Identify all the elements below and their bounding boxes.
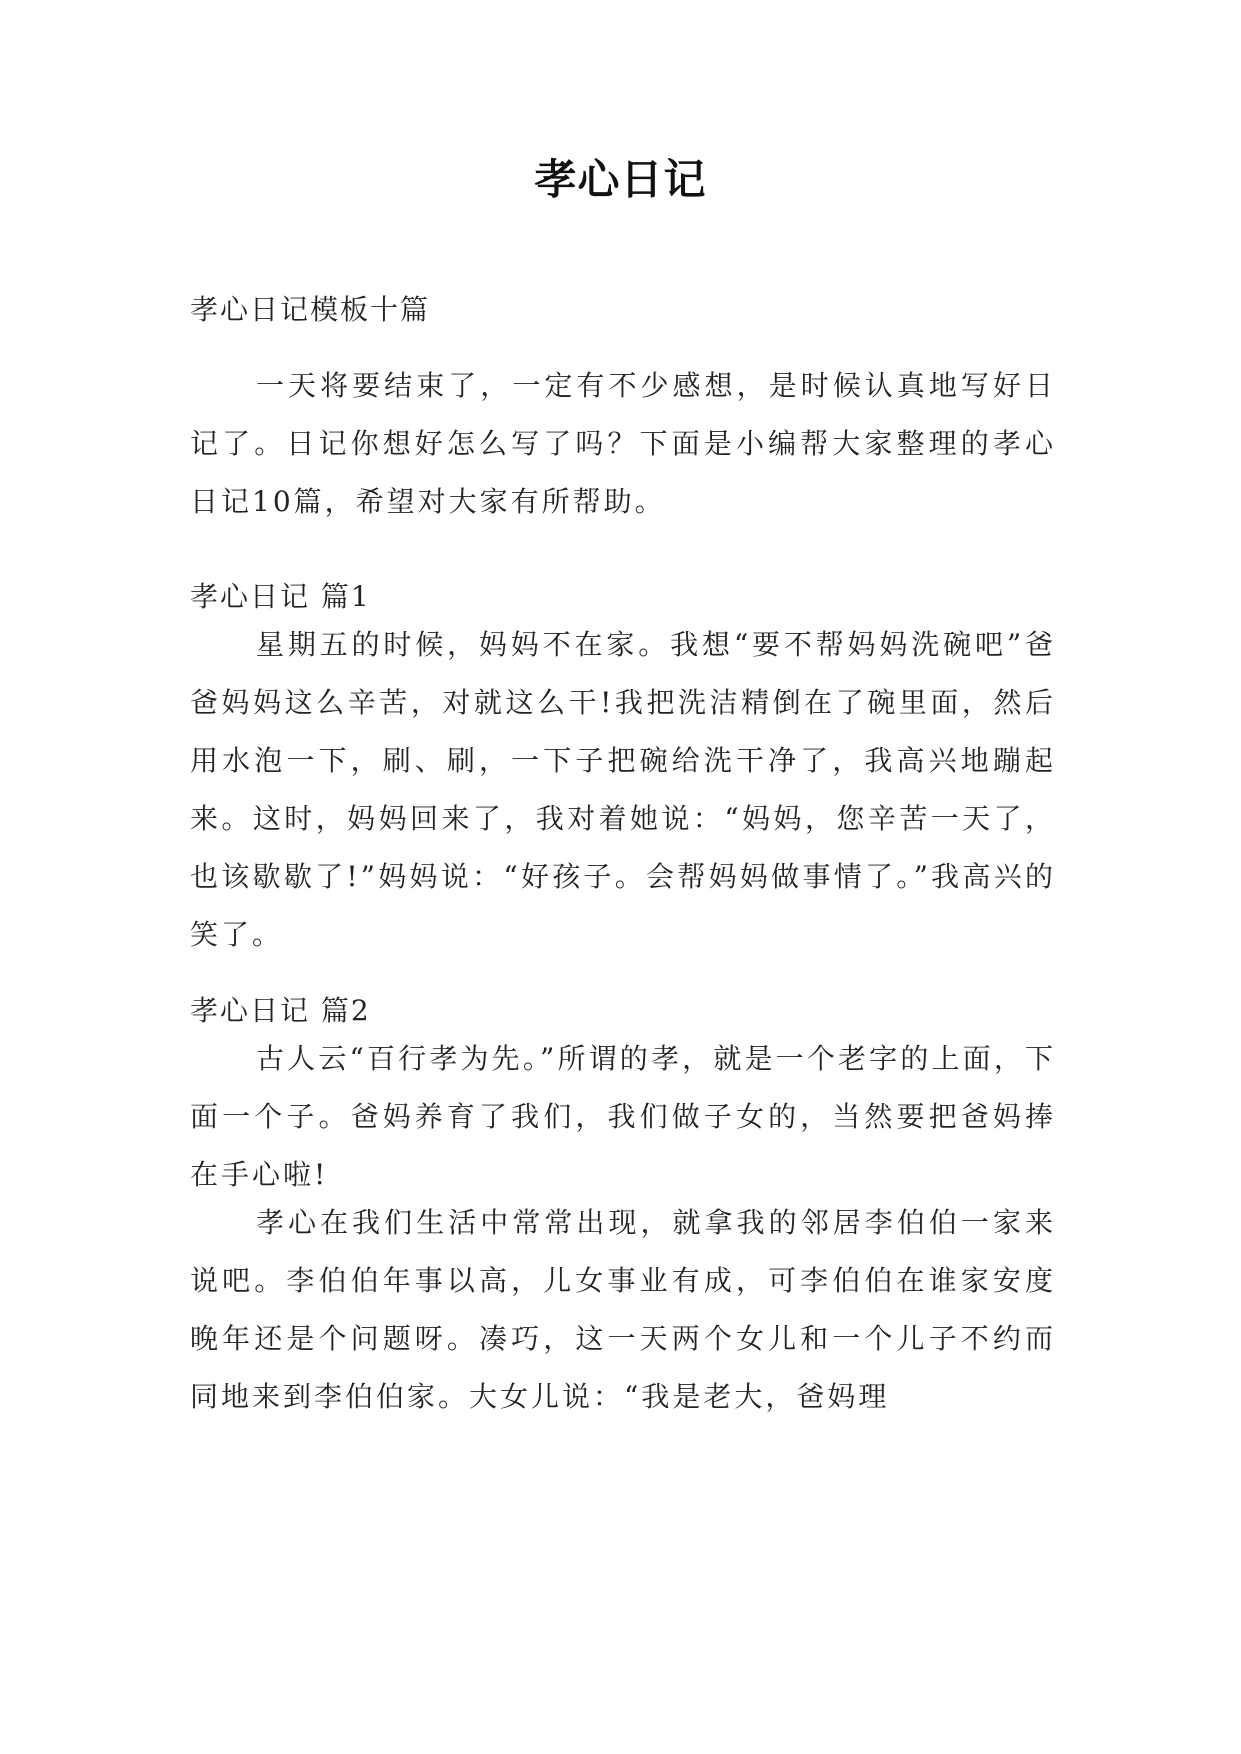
section-heading-2: 孝心日记 篇2 <box>190 994 371 1027</box>
document-title: 孝心日记 <box>534 155 707 204</box>
document-subtitle: 孝心日记模板十篇 <box>190 293 431 326</box>
section-2-paragraph-1: 古人云“百行孝为先。”所谓的孝，就是一个老字的上面，下面一个子。爸妈养育了我们，我们做子女的，当然要把爸妈捧在手心啦! <box>190 1042 1056 1191</box>
section-heading-1: 孝心日记 篇1 <box>190 580 371 613</box>
intro-paragraph: 一天将要结束了，一定有不少感想，是时候认真地写好日记了。日记你想好怎么写了吗？下面是小编帮大家整理的孝心日记10篇，希望对大家有所帮助。 <box>190 369 1056 518</box>
section-1-paragraph-1: 星期五的时候，妈妈不在家。我想“要不帮妈妈洗碗吧”爸爸妈妈这么辛苦，对就这么干!我把洗洁精倒在了碗里面，然后用水泡一下，刷、刷，一下子把碗给洗干净了，我高兴地蹦起来。这时，妈妈回来了，我对着她说：“妈妈，您辛苦一天了，也该歇歇了!”妈妈说：“好孩子。会帮妈妈做事情了。”我高兴的笑了。 <box>190 628 1056 951</box>
section-2-paragraph-2: 孝心在我们生活中常常出现，就拿我的邻居李伯伯一家来说吧。李伯伯年事以高，儿女事业有成，可李伯伯在谁家安度晚年还是个问题呀。凑巧，这一天两个女儿和一个儿子不约而同地来到李伯伯家。大女儿说：“我是老大，爸妈理 <box>190 1206 1056 1413</box>
